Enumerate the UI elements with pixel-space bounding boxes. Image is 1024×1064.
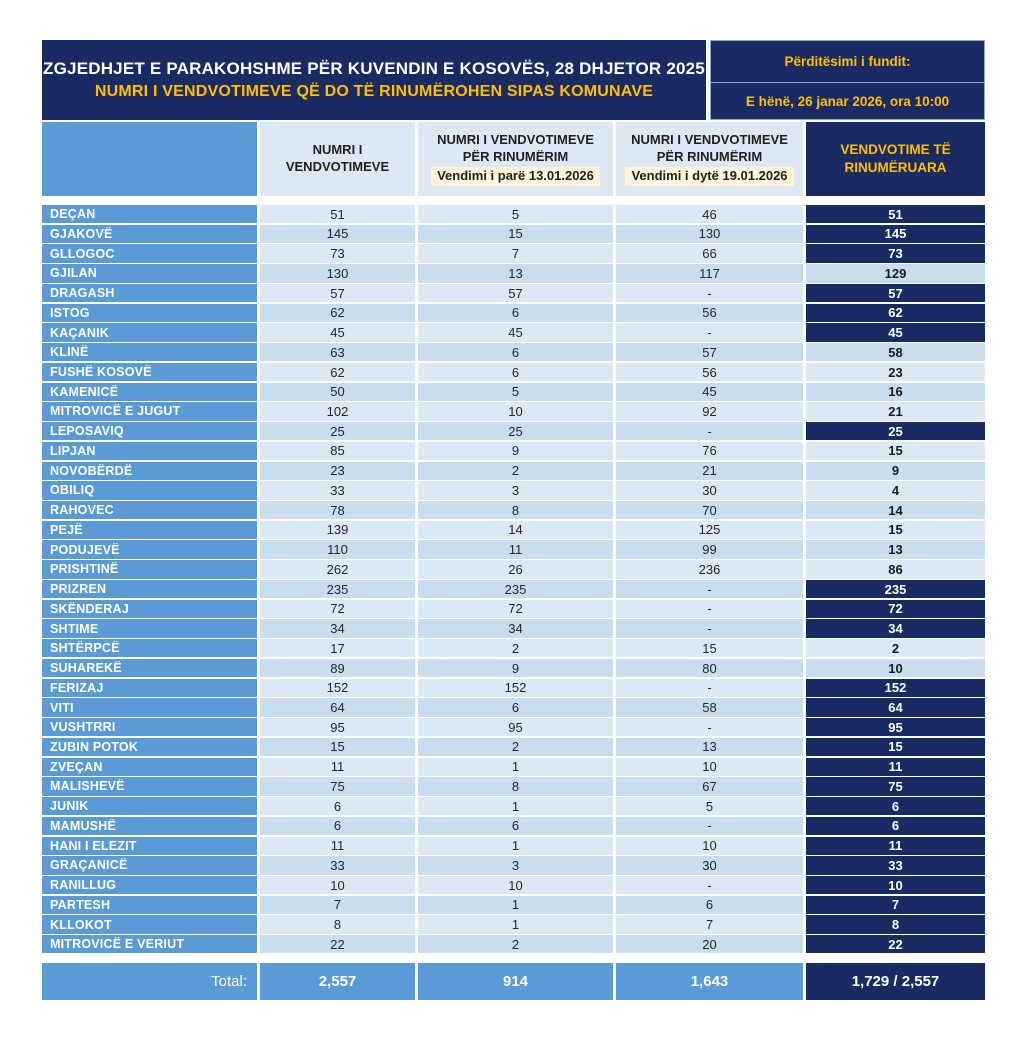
title-block [42,40,706,120]
second-decision-value: 15 [616,639,803,657]
municipality-name: PRISHTINË [42,560,257,578]
column-header-municipality [42,122,257,196]
first-decision-value: 95 [418,718,613,736]
table-row [42,600,985,618]
recounted-value: 235 [806,580,985,598]
first-decision-value: 34 [418,619,613,637]
table-row [42,935,985,953]
municipality-name: MAMUSHË [42,817,257,835]
second-decision-value: 10 [616,837,803,855]
municipality-name: JUNIK [42,797,257,815]
municipality-name: GLLOGOC [42,244,257,262]
table-row [42,915,985,933]
column-header-first-line1: NUMRI I VENDVOTIMEVE [437,131,594,147]
totals-row [42,963,985,1000]
total-polling-stations-value: 34 [260,619,415,637]
second-decision-value: 46 [616,205,803,223]
municipality-name: GRAÇANICË [42,856,257,874]
last-update-label: Përditësimi i fundit: [710,40,985,82]
second-decision-date-badge: Vendimi i dytë 19.01.2026 [625,167,793,186]
total-polling-stations-value: 63 [260,343,415,361]
total-polling-stations-value: 57 [260,284,415,302]
column-header-first-line2: PËR RINUMËRIM [462,148,569,164]
table-row [42,797,985,815]
municipality-name: NOVOBËRDË [42,462,257,480]
first-decision-value: 9 [418,659,613,677]
recounted-value: 33 [806,856,985,874]
table-row [42,540,985,558]
municipality-name: ISTOG [42,304,257,322]
total-polling-stations-value: 33 [260,856,415,874]
municipality-name: FUSHË KOSOVË [42,363,257,381]
total-polling-stations-value: 6 [260,817,415,835]
recounted-value: 45 [806,323,985,341]
column-header-recounted [806,122,985,196]
column-header-total [260,122,415,196]
column-headers [42,122,985,196]
column-header-total-line1: NUMRI I [312,142,363,158]
recounted-value: 14 [806,501,985,519]
totals-recounted-value: 1,729 / 2,557 [806,963,985,1000]
second-decision-value: - [616,323,803,341]
municipality-name: FERIZAJ [42,679,257,697]
first-decision-value: 26 [418,560,613,578]
first-decision-value: 8 [418,501,613,519]
total-polling-stations-value: 72 [260,600,415,618]
table-row [42,718,985,736]
table-row [42,896,985,914]
second-decision-value: 57 [616,343,803,361]
recounted-value: 62 [806,304,985,322]
column-header-first-decision [418,122,613,196]
recounted-value: 75 [806,777,985,795]
table-row [42,343,985,361]
second-decision-value: 125 [616,521,803,539]
second-decision-value: 56 [616,363,803,381]
recounted-value: 145 [806,225,985,243]
second-decision-value: 99 [616,540,803,558]
recounted-value: 6 [806,817,985,835]
municipality-name: PARTESH [42,896,257,914]
totals-label: Total: [42,963,257,1000]
municipality-name: ZVEÇAN [42,758,257,776]
first-decision-value: 1 [418,758,613,776]
second-decision-value: 236 [616,560,803,578]
first-decision-value: 1 [418,915,613,933]
column-header-recounted-line1: VENDVOTIME TË [840,141,951,157]
first-decision-value: 3 [418,481,613,499]
recounted-value: 72 [806,600,985,618]
second-decision-value: 10 [616,758,803,776]
first-decision-value: 45 [418,323,613,341]
recounted-value: 64 [806,698,985,716]
total-polling-stations-value: 33 [260,481,415,499]
table-row [42,225,985,243]
recounted-value: 21 [806,402,985,420]
municipality-name: DEÇAN [42,205,257,223]
municipality-name: GJILAN [42,264,257,282]
first-decision-value: 1 [418,837,613,855]
total-polling-stations-value: 130 [260,264,415,282]
second-decision-value: 6 [616,896,803,914]
municipality-name: GJAKOVË [42,225,257,243]
table-row [42,619,985,637]
table-row [42,560,985,578]
totals-second-value: 1,643 [616,963,803,1000]
first-decision-value: 14 [418,521,613,539]
recounted-value: 2 [806,639,985,657]
recounted-value: 15 [806,442,985,460]
first-decision-value: 6 [418,698,613,716]
first-decision-date-badge: Vendimi i parë 13.01.2026 [431,167,600,186]
table-row [42,205,985,223]
total-polling-stations-value: 62 [260,304,415,322]
total-polling-stations-value: 152 [260,679,415,697]
municipality-name: DRAGASH [42,284,257,302]
first-decision-value: 13 [418,264,613,282]
totals-total-value: 2,557 [260,963,415,1000]
recounted-value: 25 [806,422,985,440]
second-decision-value: 5 [616,797,803,815]
first-decision-value: 25 [418,422,613,440]
recounted-value: 10 [806,659,985,677]
municipality-name: OBILIQ [42,481,257,499]
first-decision-value: 15 [418,225,613,243]
table-row [42,817,985,835]
second-decision-value: 80 [616,659,803,677]
first-decision-value: 6 [418,817,613,835]
recounted-value: 4 [806,481,985,499]
municipality-name: VITI [42,698,257,716]
recounted-value: 152 [806,679,985,697]
recounted-value: 86 [806,560,985,578]
recounted-value: 15 [806,738,985,756]
second-decision-value: 130 [616,225,803,243]
second-decision-value: 13 [616,738,803,756]
municipality-name: RANILLUG [42,876,257,894]
municipality-name: ZUBIN POTOK [42,738,257,756]
recounted-value: 9 [806,462,985,480]
total-polling-stations-value: 11 [260,758,415,776]
second-decision-value: - [616,422,803,440]
table-row [42,521,985,539]
municipality-name: KLLOKOT [42,915,257,933]
last-update-box [710,40,985,120]
second-decision-value: 21 [616,462,803,480]
table-row [42,402,985,420]
first-decision-value: 9 [418,442,613,460]
second-decision-value: - [616,619,803,637]
municipality-name: MITROVICË E JUGUT [42,402,257,420]
table-row [42,481,985,499]
recounted-value: 51 [806,205,985,223]
total-polling-stations-value: 51 [260,205,415,223]
recounted-value: 73 [806,244,985,262]
first-decision-value: 10 [418,876,613,894]
second-decision-value: 20 [616,935,803,953]
total-polling-stations-value: 110 [260,540,415,558]
total-polling-stations-value: 262 [260,560,415,578]
table-row [42,442,985,460]
total-polling-stations-value: 8 [260,915,415,933]
municipality-name: PRIZREN [42,580,257,598]
table-row [42,383,985,401]
table-row [42,679,985,697]
municipality-name: RAHOVEC [42,501,257,519]
totals-first-value: 914 [418,963,613,1000]
recounted-value: 11 [806,758,985,776]
recounted-value: 58 [806,343,985,361]
column-header-second-line2: PËR RINUMËRIM [656,148,763,164]
total-polling-stations-value: 45 [260,323,415,341]
column-header-second-decision [616,122,803,196]
table-row [42,659,985,677]
second-decision-value: 45 [616,383,803,401]
second-decision-value: 76 [616,442,803,460]
second-decision-value: 58 [616,698,803,716]
recounted-value: 7 [806,896,985,914]
municipality-name: LIPJAN [42,442,257,460]
table-row [42,304,985,322]
table-row [42,422,985,440]
second-decision-value: 67 [616,777,803,795]
first-decision-value: 72 [418,600,613,618]
total-polling-stations-value: 11 [260,837,415,855]
second-decision-value: - [616,718,803,736]
total-polling-stations-value: 50 [260,383,415,401]
municipality-name: PEJË [42,521,257,539]
recounted-value: 10 [806,876,985,894]
recounted-value: 22 [806,935,985,953]
table-row [42,580,985,598]
table-row [42,758,985,776]
table-row [42,501,985,519]
second-decision-value: - [616,817,803,835]
recounted-value: 16 [806,383,985,401]
total-polling-stations-value: 22 [260,935,415,953]
second-decision-value: 30 [616,481,803,499]
table-row [42,264,985,282]
column-header-total-line2: VENDVOTIMEVE [285,159,390,174]
column-header-second-line1: NUMRI I VENDVOTIMEVE [631,131,788,147]
second-decision-value: 92 [616,402,803,420]
municipality-name: HANI I ELEZIT [42,837,257,855]
second-decision-value: 30 [616,856,803,874]
total-polling-stations-value: 17 [260,639,415,657]
municipality-table-body [42,205,985,953]
first-decision-value: 8 [418,777,613,795]
table-row [42,738,985,756]
first-decision-value: 2 [418,639,613,657]
column-header-recounted-line2: RINUMËRUARA [844,160,947,175]
last-update-value: E hënë, 26 janar 2026, ora 10:00 [710,82,985,120]
recounted-value: 57 [806,284,985,302]
total-polling-stations-value: 64 [260,698,415,716]
first-decision-value: 2 [418,935,613,953]
table-row [42,777,985,795]
recounted-value: 11 [806,837,985,855]
first-decision-value: 235 [418,580,613,598]
table-row [42,837,985,855]
total-polling-stations-value: 6 [260,797,415,815]
first-decision-value: 5 [418,205,613,223]
first-decision-value: 1 [418,896,613,914]
table-row [42,856,985,874]
page-subtitle: NUMRI I VENDVOTIMEVE QË DO TË RINUMËROHEN SIPAS KOMUNAVE [94,83,654,100]
recounted-value: 6 [806,797,985,815]
total-polling-stations-value: 102 [260,402,415,420]
second-decision-value: - [616,876,803,894]
total-polling-stations-value: 85 [260,442,415,460]
municipality-name: SUHAREKË [42,659,257,677]
municipality-name: KLINË [42,343,257,361]
total-polling-stations-value: 89 [260,659,415,677]
first-decision-value: 2 [418,738,613,756]
total-polling-stations-value: 75 [260,777,415,795]
first-decision-value: 6 [418,304,613,322]
second-decision-value: 70 [616,501,803,519]
first-decision-value: 6 [418,343,613,361]
total-polling-stations-value: 95 [260,718,415,736]
recounted-value: 34 [806,619,985,637]
second-decision-value: 56 [616,304,803,322]
recounted-value: 15 [806,521,985,539]
second-decision-value: 117 [616,264,803,282]
municipality-name: MITROVICË E VERIUT [42,935,257,953]
recounted-value: 13 [806,540,985,558]
first-decision-value: 10 [418,402,613,420]
recounted-value: 95 [806,718,985,736]
second-decision-value: - [616,600,803,618]
total-polling-stations-value: 73 [260,244,415,262]
municipality-name: SHTËRPCË [42,639,257,657]
first-decision-value: 57 [418,284,613,302]
total-polling-stations-value: 25 [260,422,415,440]
recount-report [42,40,985,1000]
recounted-value: 129 [806,264,985,282]
first-decision-value: 2 [418,462,613,480]
recounted-value: 8 [806,915,985,933]
second-decision-value: - [616,580,803,598]
table-row [42,698,985,716]
header-band [42,40,985,120]
total-polling-stations-value: 7 [260,896,415,914]
second-decision-value: - [616,679,803,697]
municipality-name: PODUJEVË [42,540,257,558]
table-row [42,284,985,302]
first-decision-value: 5 [418,383,613,401]
table-row [42,323,985,341]
first-decision-value: 3 [418,856,613,874]
total-polling-stations-value: 10 [260,876,415,894]
first-decision-value: 11 [418,540,613,558]
first-decision-value: 6 [418,363,613,381]
table-row [42,462,985,480]
first-decision-value: 152 [418,679,613,697]
total-polling-stations-value: 62 [260,363,415,381]
total-polling-stations-value: 235 [260,580,415,598]
total-polling-stations-value: 139 [260,521,415,539]
total-polling-stations-value: 78 [260,501,415,519]
municipality-name: MALISHEVË [42,777,257,795]
municipality-name: KAMENICË [42,383,257,401]
total-polling-stations-value: 145 [260,225,415,243]
municipality-name: SHTIME [42,619,257,637]
total-polling-stations-value: 23 [260,462,415,480]
second-decision-value: - [616,284,803,302]
second-decision-value: 7 [616,915,803,933]
municipality-name: VUSHTRRI [42,718,257,736]
recounted-value: 23 [806,363,985,381]
second-decision-value: 66 [616,244,803,262]
first-decision-value: 1 [418,797,613,815]
municipality-name: KAÇANIK [42,323,257,341]
municipality-name: LEPOSAVIQ [42,422,257,440]
table-row [42,363,985,381]
municipality-name: SKËNDERAJ [42,600,257,618]
table-row [42,639,985,657]
first-decision-value: 7 [418,244,613,262]
total-polling-stations-value: 15 [260,738,415,756]
table-row [42,876,985,894]
table-row [42,244,985,262]
page-title: ZGJEDHJET E PARAKOHSHME PËR KUVENDIN E KOSOVËS, 28 DHJETOR 2025 [43,59,705,78]
